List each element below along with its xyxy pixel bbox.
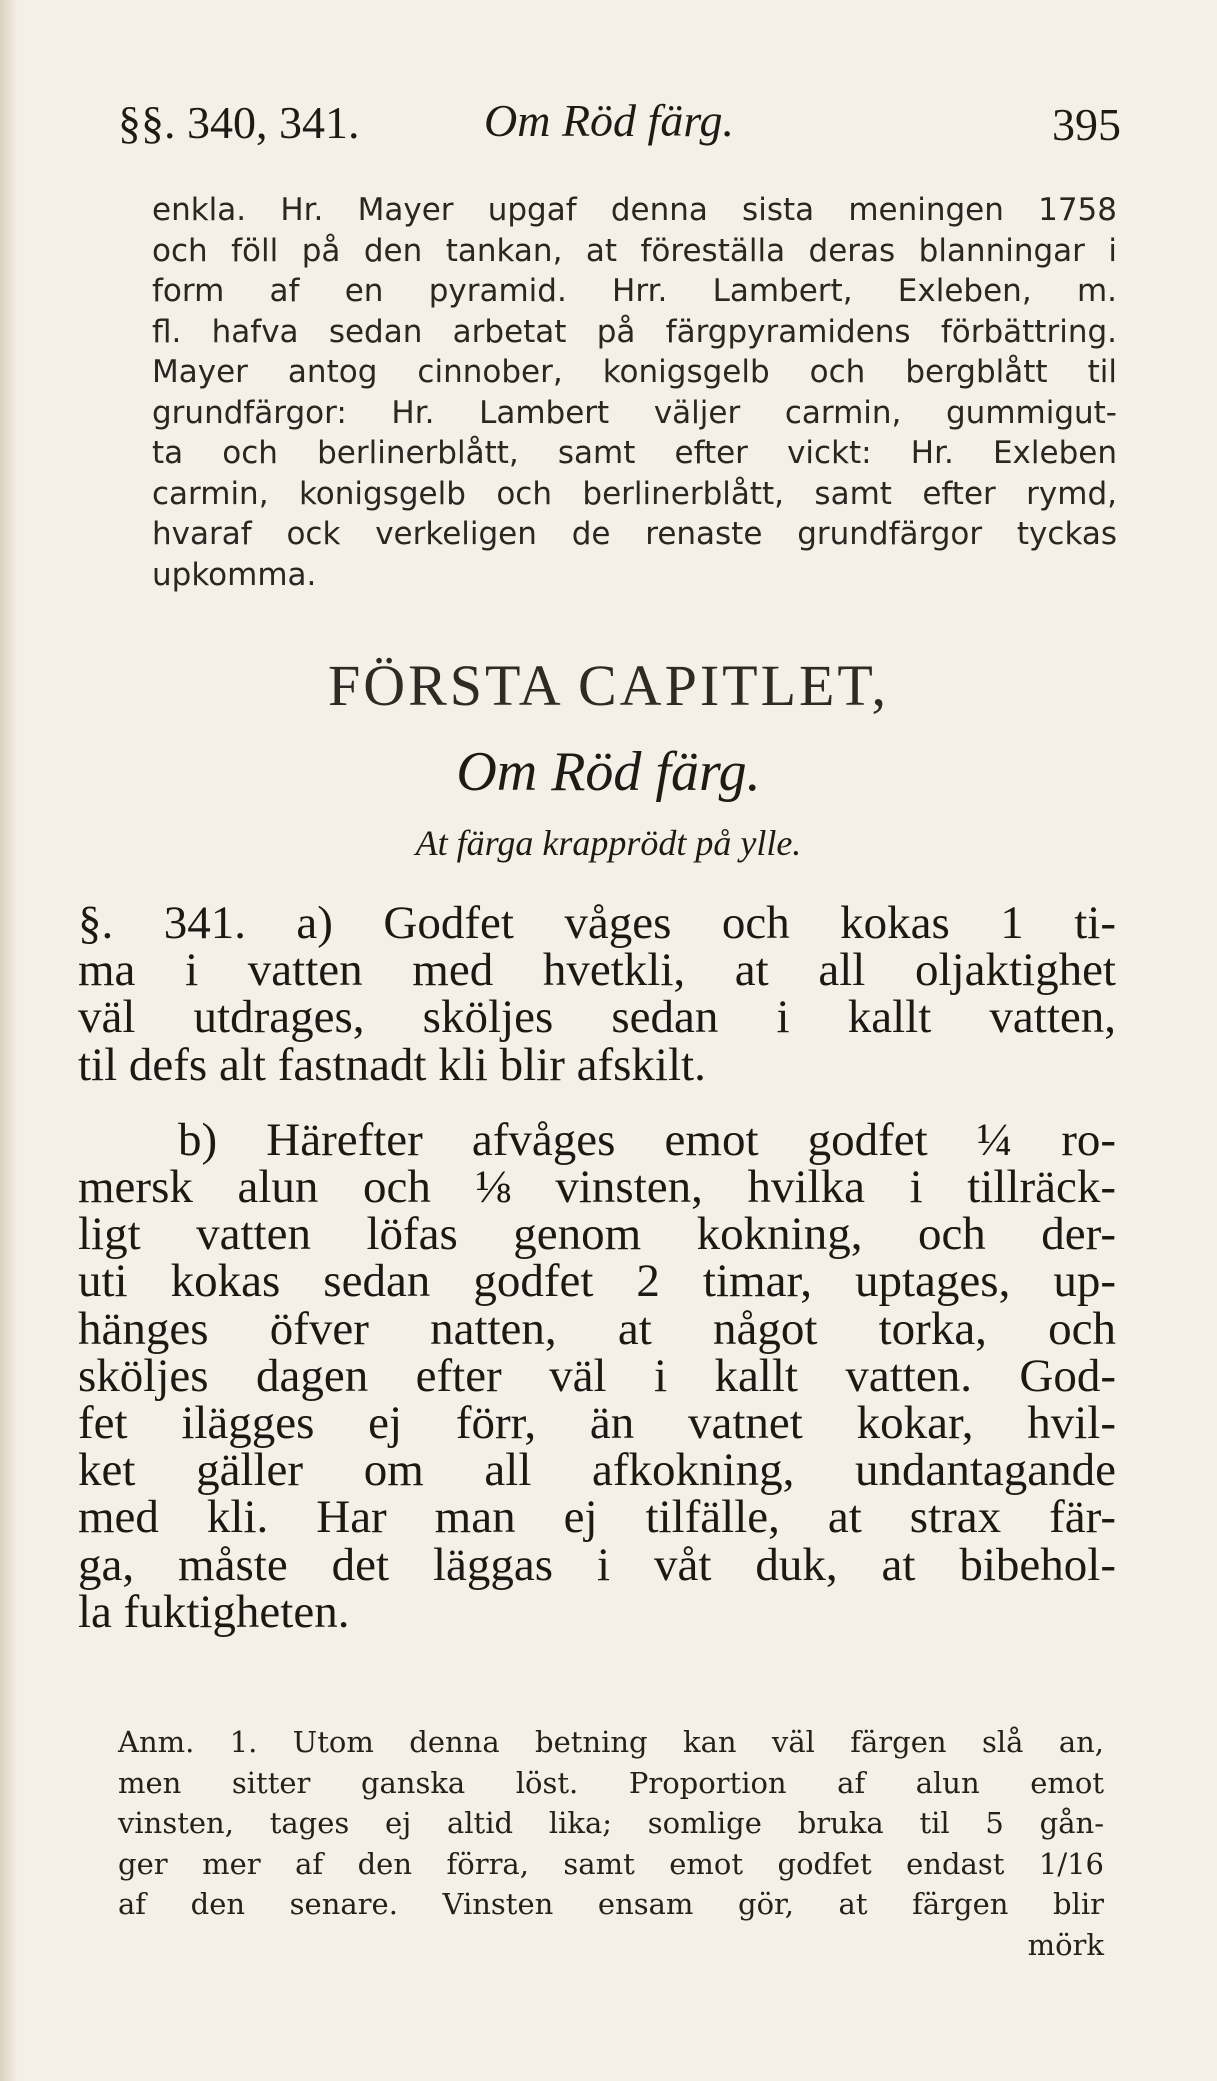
chapter-subtitle: Om Röd färg. [456, 741, 761, 803]
paragraph-b-line: b) Härefter afvåges emot godfet ¼ ro- [178, 1113, 1116, 1166]
page-number: 395 [1052, 99, 1121, 150]
section-heading: At färga krapprödt på ylle. [415, 823, 802, 863]
text-line: och föll på den tankan, at föreställa deras blanningar i [152, 232, 1117, 269]
paragraph-b-line: ligt vatten löfas genom kokning, och der- [78, 1208, 1116, 1261]
text-line: upkomma. [152, 556, 317, 593]
paragraph-b-line: uti kokas sedan godfet 2 timar, uptages, up- [78, 1255, 1116, 1308]
text-line: form af en pyramid. Hrr. Lambert, Exleben, m. [152, 273, 1117, 309]
paragraph-b-line: sköljes dagen efter väl i kallt vatten. God- [78, 1349, 1116, 1402]
text-line: Mayer antog cinnober, konigsgelb och bergblått til [152, 354, 1117, 390]
catchword: mörk [1027, 1927, 1104, 1962]
running-head [112, 92, 1121, 152]
text-line: hvaraf ock verkeligen de renaste grundfärgor tyckas [152, 516, 1117, 552]
text-line: enkla. Hr. Mayer upgaf denna sista meningen 1758 [152, 192, 1117, 228]
text-line: fl. hafva sedan arbetat på färgpyramidens förbättring. [152, 313, 1117, 350]
paragraph-b-line: hänges öfver natten, at något torka, och [78, 1302, 1116, 1355]
text-line: ta och berlinerblått, samt efter vickt: Hr. Exleben [152, 435, 1117, 471]
paragraph-b-line: ga, måste det läggas i våt duk, at bibehol- [78, 1538, 1116, 1591]
note-line: Anm. 1. Utom denna betning kan väl färgen slå an, [118, 1725, 1104, 1759]
paragraph-b-line: la fuktigheten. [78, 1585, 350, 1638]
text-line: grundfärgor: Hr. Lambert väljer carmin, gummigut- [152, 394, 1117, 431]
note-line: af den senare. Vinsten ensam gör, at färgen blir [118, 1887, 1104, 1922]
section-reference: §§. 340, 341. [118, 97, 360, 148]
main-body [78, 897, 1116, 1638]
note-line: vinsten, tages ej altid lika; somlige bruka til 5 gån- [118, 1806, 1104, 1841]
note-line: ger mer af den förra, samt emot godfet endast 1/16 [118, 1846, 1104, 1881]
text-line: carmin, konigsgelb och berlinerblått, samt efter rymd, [152, 475, 1117, 512]
paragraph-b-line: ket gäller om all afkokning, undantagande [78, 1444, 1116, 1497]
intro-text [152, 190, 1117, 595]
paragraph-b-line: fet ilägges ej förr, än vatnet kokar, hvil- [78, 1397, 1116, 1450]
paragraph-b-line: mersk alun och ⅛ vinsten, hvilka i tillräck- [78, 1161, 1116, 1214]
page-gutter-shadow [0, 0, 18, 2081]
paragraph-a-line: til defs alt fastnadt kli blir afskilt. [78, 1038, 706, 1091]
chapter-title: FÖRSTA CAPITLET, [327, 653, 890, 718]
note-line: men sitter ganska löst. Proportion af alun emot [118, 1765, 1104, 1800]
paragraph-b-line: med kli. Har man ej tilfälle, at strax fär- [78, 1491, 1116, 1544]
annotation-note [118, 1722, 1104, 1966]
paragraph-a-line: ma i vatten med hvetkli, at all oljaktighet [78, 944, 1116, 997]
paragraph-a-line: §. 341. a) Godfet våges och kokas 1 ti- [78, 897, 1116, 949]
running-title: Om Röd färg. [484, 95, 735, 146]
paragraph-a-line: väl utdrages, sköljes sedan i kallt vatten, [78, 991, 1116, 1044]
